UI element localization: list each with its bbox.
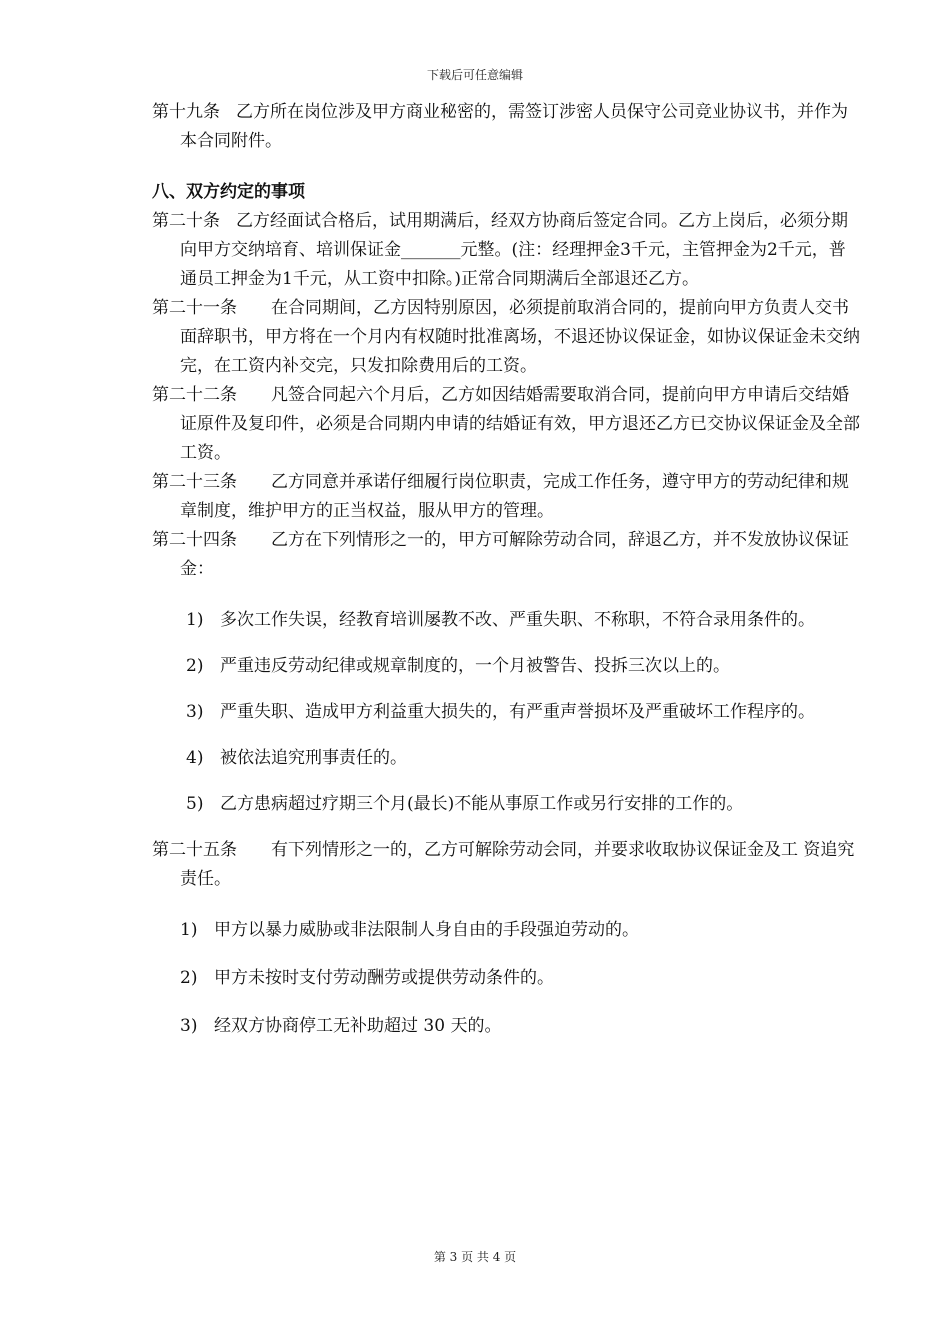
list-text: 被依法追究刑事责任的。 <box>220 748 407 768</box>
list-number: 4) <box>186 748 204 768</box>
article-number: 第二十一条 <box>152 298 237 318</box>
article-text: 乙方同意并承诺仔细履行岗位职责，完成工作任务，遵守甲方的劳动纪律和规章制度，维护甲方的正当权益，服从甲方的管理。 <box>180 472 849 521</box>
header-note: 下载后可任意编辑 <box>426 68 523 82</box>
article-number: 第十九条 <box>152 102 220 122</box>
article-number: 第二十三条 <box>152 472 237 492</box>
article-25-list <box>152 916 862 1041</box>
article-25 <box>152 836 862 894</box>
article-text: 在合同期间，乙方因特别原因，必须提前取消合同的，提前向甲方负责人交书面辞职书，甲方将在一个月内有权随时批准离场，不退还协议保证金，如协议保证金未交纳完，在工资内补交完，只发扣除费用后的工资。 <box>180 298 860 376</box>
list-item <box>152 964 862 993</box>
article-text: 乙方所在岗位涉及甲方商业秘密的，需签订涉密人员保守公司竞业协议书，并作为本合同附件。 <box>180 102 848 151</box>
article-text: 乙方经面试合格后，试用期满后，经双方协商后签定合同。乙方上岗后，必须分期向甲方交纳培育、培训保证金_______元整。(注：经理押金3千元，主管押金为2千元，普通员工押金为1千元，从工资中扣除。)正常合同期满后全部退还乙方。 <box>180 211 848 289</box>
list-text: 甲方以暴力威胁或非法限制人身自由的手段强迫劳动的。 <box>214 920 639 940</box>
article-24 <box>152 526 862 584</box>
article-number: 第二十二条 <box>152 385 237 405</box>
page-footer: 第 3 页 共 4 页 <box>433 1250 517 1264</box>
list-number: 2) <box>180 968 198 988</box>
article-number: 第二十条 <box>152 211 220 231</box>
list-item <box>152 1012 862 1041</box>
list-text: 严重失职、造成甲方利益重大损失的，有严重声誉损坏及严重破坏工作程序的。 <box>220 702 815 722</box>
article-number: 第二十四条 <box>152 530 237 550</box>
list-number: 1) <box>180 920 198 940</box>
article-21 <box>152 294 862 381</box>
article-23 <box>152 468 862 526</box>
article-20 <box>152 207 862 294</box>
list-item <box>152 916 862 945</box>
section-heading: 八、双方约定的事项 <box>152 182 305 202</box>
list-item <box>152 652 862 681</box>
article-22 <box>152 381 862 468</box>
list-text: 甲方未按时支付劳动酬劳或提供劳动条件的。 <box>214 968 554 988</box>
list-number: 5) <box>186 794 204 814</box>
list-number: 2) <box>186 656 204 676</box>
list-number: 1) <box>186 610 204 630</box>
list-text: 严重违反劳动纪律或规章制度的，一个月被警告、投拆三次以上的。 <box>220 656 730 676</box>
article-24-list <box>152 606 862 819</box>
list-text: 多次工作失误，经教育培训屡教不改、严重失职、不称职，不符合录用条件的。 <box>220 610 815 630</box>
article-text: 凡签合同起六个月后，乙方如因结婚需要取消合同，提前向甲方申请后交结婚证原件及复印件，必须是合同期内申请的结婚证有效，甲方退还乙方已交协议保证金及全部工资。 <box>180 385 860 463</box>
document-body <box>152 98 862 1060</box>
article-text: 乙方在下列情形之一的，甲方可解除劳动合同，辞退乙方，并不发放协议保证金： <box>180 530 849 579</box>
list-item <box>152 790 862 819</box>
article-19 <box>152 98 862 156</box>
list-item <box>152 698 862 727</box>
list-text: 经双方协商停工无补助超过 30 天的。 <box>214 1016 502 1036</box>
list-item <box>152 606 862 635</box>
list-text: 乙方患病超过疗期三个月(最长)不能从事原工作或另行安排的工作的。 <box>220 794 744 814</box>
list-item <box>152 744 862 773</box>
article-number: 第二十五条 <box>152 840 237 860</box>
list-number: 3) <box>186 702 204 722</box>
article-text: 有下列情形之一的，乙方可解除劳动会同，并要求收取协议保证金及工 资追究责任。 <box>180 840 855 889</box>
list-number: 3) <box>180 1016 198 1036</box>
